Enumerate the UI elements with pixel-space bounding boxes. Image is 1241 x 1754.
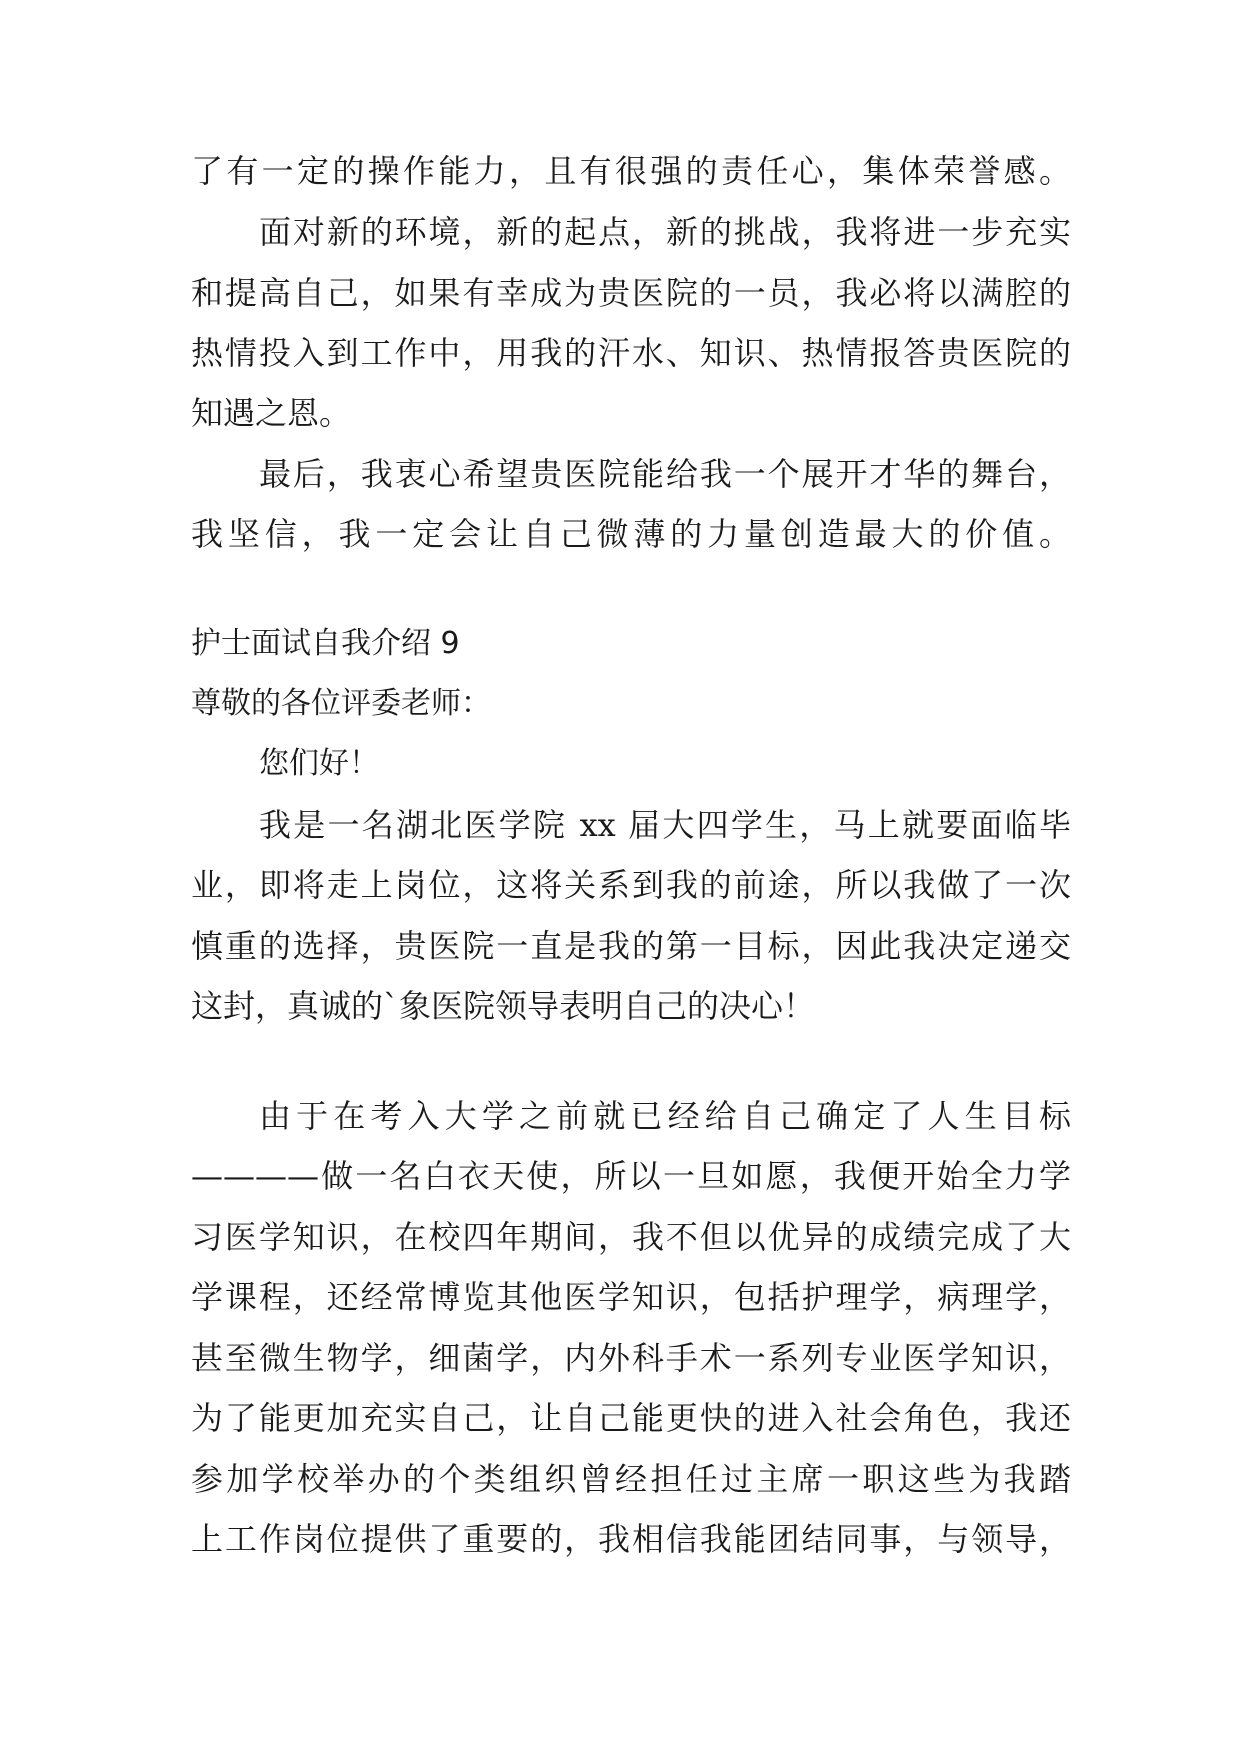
paragraph-line: 我是一名湖北医学院 xx 届大四学生，马上就要面临毕 bbox=[259, 806, 1071, 844]
paragraph-line: 和提高自己，如果有幸成为贵医院的一员，我必将以满腔的 bbox=[191, 274, 1071, 312]
paragraph-line: 我坚信，我一定会让自己微薄的力量创造最大的价值。 bbox=[191, 515, 1071, 553]
paragraph-line: 习医学知识，在校四年期间，我不但以优异的成绩完成了大 bbox=[191, 1218, 1071, 1256]
paragraph-line: 了有一定的操作能力，且有很强的责任心，集体荣誉感。 bbox=[191, 152, 1071, 190]
salutation: 尊敬的各位评委老师： bbox=[191, 686, 491, 721]
paragraph-line: 知遇之恩。 bbox=[191, 394, 352, 432]
paragraph-line: 由于在考入大学之前就已经给自己确定了人生目标 bbox=[259, 1097, 1071, 1135]
paragraph-line: 甚至微生物学，细菌学，内外科手术一系列专业医学知识， bbox=[191, 1339, 1071, 1377]
paragraph-line: 热情投入到工作中，用我的汗水、知识、热情报答贵医院的 bbox=[191, 334, 1071, 372]
paragraph-line: 最后，我衷心希望贵医院能给我一个展开才华的舞台， bbox=[259, 455, 1071, 493]
paragraph-line: 面对新的环境，新的起点，新的挑战，我将进一步充实 bbox=[259, 213, 1071, 251]
greeting: 您们好！ bbox=[259, 746, 379, 781]
paragraph-line: 为了能更加充实自己，让自己能更快的进入社会角色，我还 bbox=[191, 1399, 1071, 1437]
paragraph-line: 参加学校举办的个类组织曾经担任过主席一职这些为我踏 bbox=[191, 1460, 1071, 1498]
section-title: 护士面试自我介绍 9 bbox=[191, 626, 460, 661]
paragraph-line: 这封，真诚的`象医院领导表明自己的决心！ bbox=[191, 987, 816, 1025]
paragraph-line: 学课程，还经常博览其他医学知识，包括护理学，病理学， bbox=[191, 1278, 1071, 1316]
paragraph-line: 上工作岗位提供了重要的，我相信我能团结同事，与领导， bbox=[191, 1520, 1071, 1558]
paragraph-line: 慎重的选择，贵医院一直是我的第一目标，因此我决定递交 bbox=[191, 927, 1071, 965]
paragraph-line: 业，即将走上岗位，这将关系到我的前途，所以我做了一次 bbox=[191, 866, 1071, 904]
paragraph-line: ————做一名白衣天使，所以一旦如愿，我便开始全力学 bbox=[191, 1157, 1071, 1195]
